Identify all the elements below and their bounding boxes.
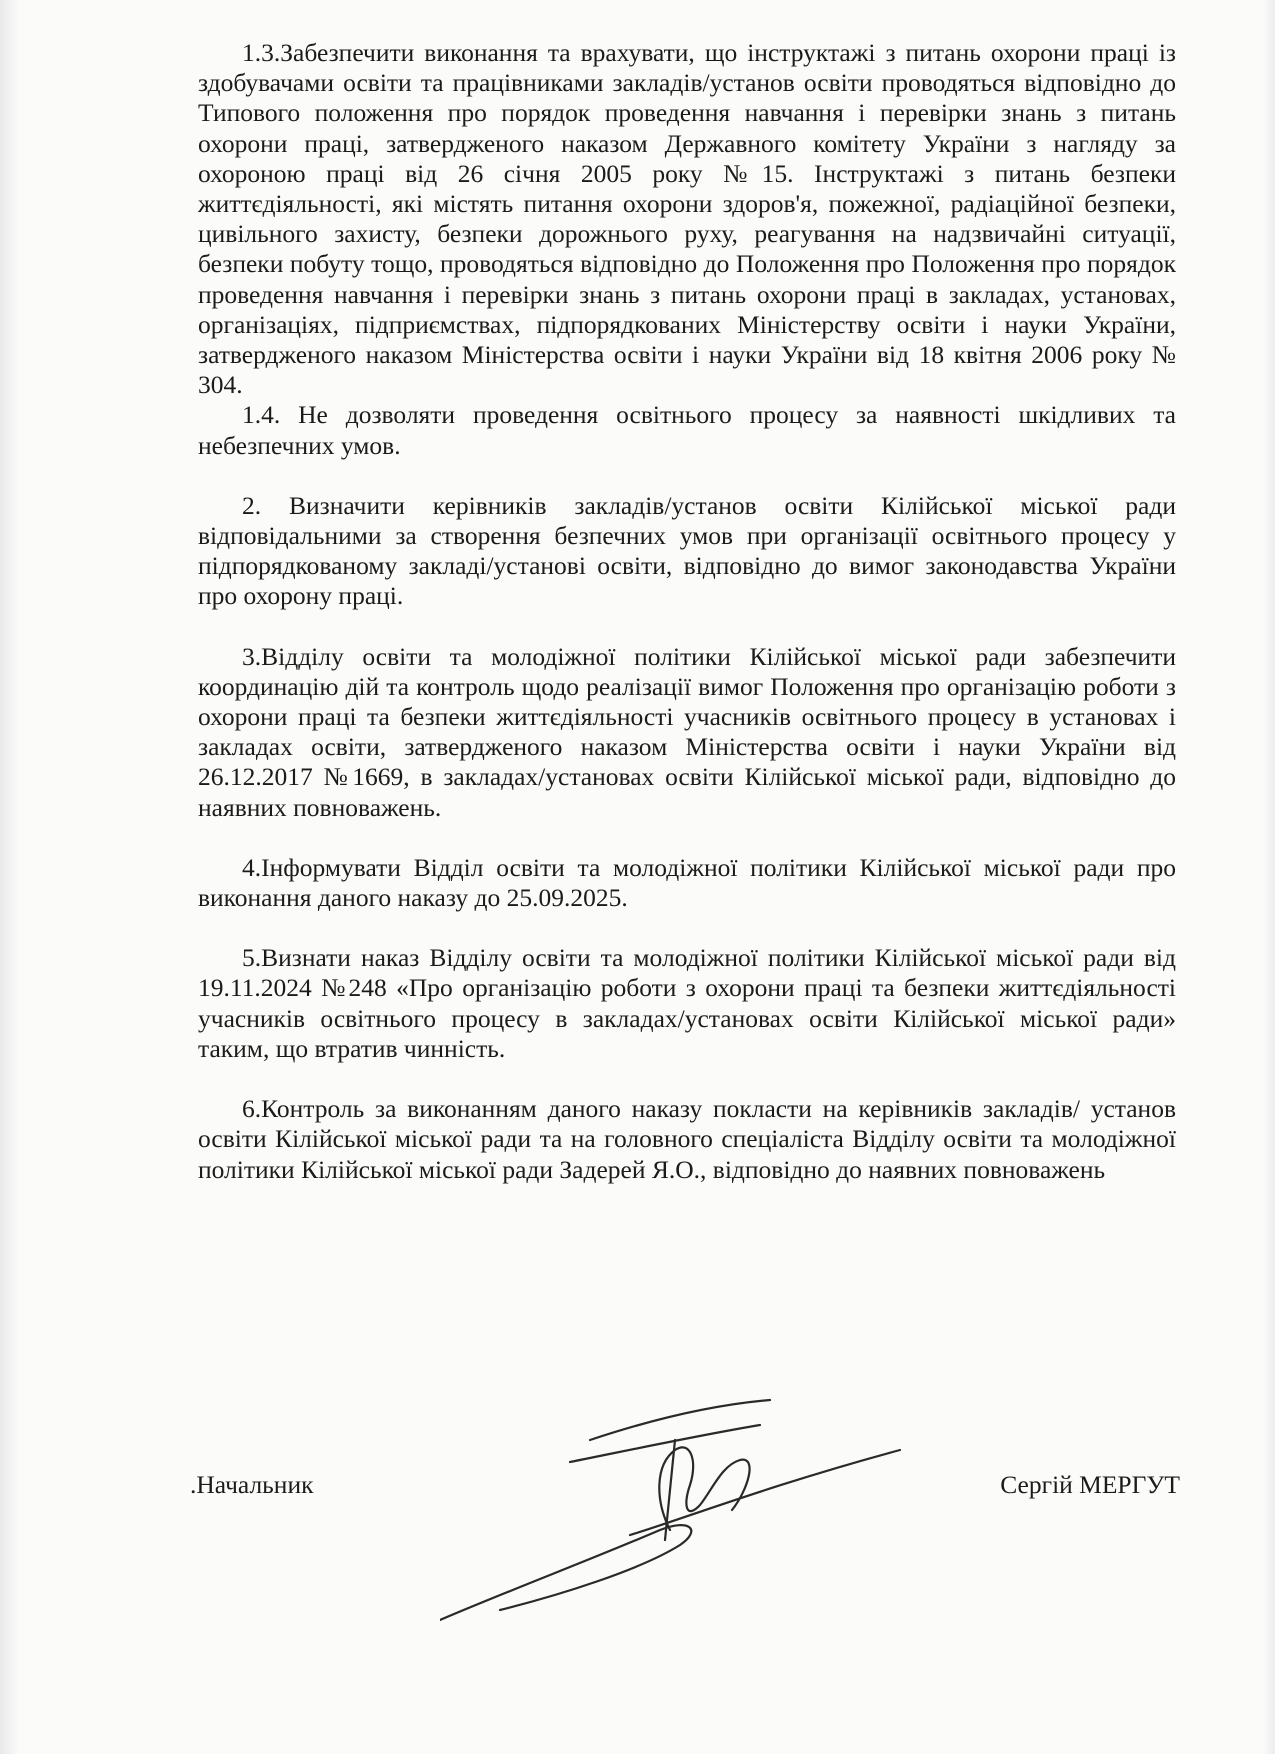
paragraph-gap (198, 461, 1176, 491)
paragraph-3: 3.Відділу освіти та молодіжної політики Кілійської міської ради забезпечити координацію дій та контроль щодо реалізації вимог Положення про організацію роботи з охорони праці та безпеки життєдіяльності учасників освітнього процесу в установах і закладах освіти, затвердженого наказом Міністерства освіти і науки України від 26.12.2017 №1669, в закладах/установах освіти Кілійської міської ради, відповідно до наявних повноважень. (198, 641, 1176, 822)
paragraph-2: 2. Визначити керівників закладів/установ освіти Кілійської міської ради відповідальними за створення безпечних умов при організації освітнього процесу у підпорядкованому закладі/установі освіти, відповідно до вимог законодавства України про охорону праці. (198, 490, 1176, 611)
paragraph-5: 5.Визнати наказ Відділу освіти та молодіжної політики Кілійської міської ради від 19.11.2024 №248 «Про організацію роботи з охорони праці та безпеки життєдіяльності учасників освітнього процесу в закладах/установах освіти Кілійської міської ради» таким, що втратив чинність. (198, 943, 1176, 1063)
paragraph-gap (198, 823, 1176, 853)
paragraph-4: 4.Інформувати Відділ освіти та молодіжної політики Кілійської міської ради про виконання даного наказу до 25.09.2025. (198, 852, 1176, 913)
paragraph-6: 6.Контроль за виконанням даного наказу покласти на керівників закладів/ установ освіти Кілійської міської ради та на головного спеціаліста Відділу освіти та молодіжної політики Кілійської міської ради Задерей Я.О., відповідно до наявних повноважень (198, 1094, 1176, 1184)
paragraph-gap (198, 612, 1176, 642)
paragraph-gap (198, 1064, 1176, 1094)
paragraph-gap (198, 913, 1176, 943)
signer-name: Сергій МЕРГУТ (1000, 1470, 1180, 1499)
paragraph-1-4: 1.4. Не дозволяти проведення освітнього процесу за наявності шкідливих та небезпечних умов. (198, 400, 1176, 460)
signature-block (190, 1470, 1180, 1510)
scan-edge-left (0, 0, 20, 1754)
document-body (198, 38, 1176, 1185)
paragraph-1-3: 1.3.Забезпечити виконання та врахувати, що інструктажі з питань охорони праці із здобувачами освіти та працівниками закладів/установ освіти проводяться відповідно до Типового положення про порядок проведення навчання і перевірки знань з питань охорони праці, затвердженого наказом Державного комітету України з нагляду за охороною праці від 26 січня 2005 року №15. Інструктажі з питань безпеки життєдіяльності, які містять питання охорони здоров'я, пожежної, радіаційної безпеки, цивільного захисту, безпеки дорожнього руху, реагування на надзвичайні ситуації, безпеки побуту тощо, проводяться відповідно до Положення про Положення про порядок проведення навчання і перевірки знань з питань охорони праці в закладах, установах, організаціях, підприємствах, підпорядкованих Міністерству освіти і науки України, затвердженого наказом Міністерства освіти і науки України від 18 квітня 2006 року № 304. (198, 38, 1176, 400)
signer-position: .Начальник (190, 1470, 314, 1499)
scan-edge-right (1263, 0, 1275, 1754)
handwritten-signature (440, 1380, 910, 1640)
